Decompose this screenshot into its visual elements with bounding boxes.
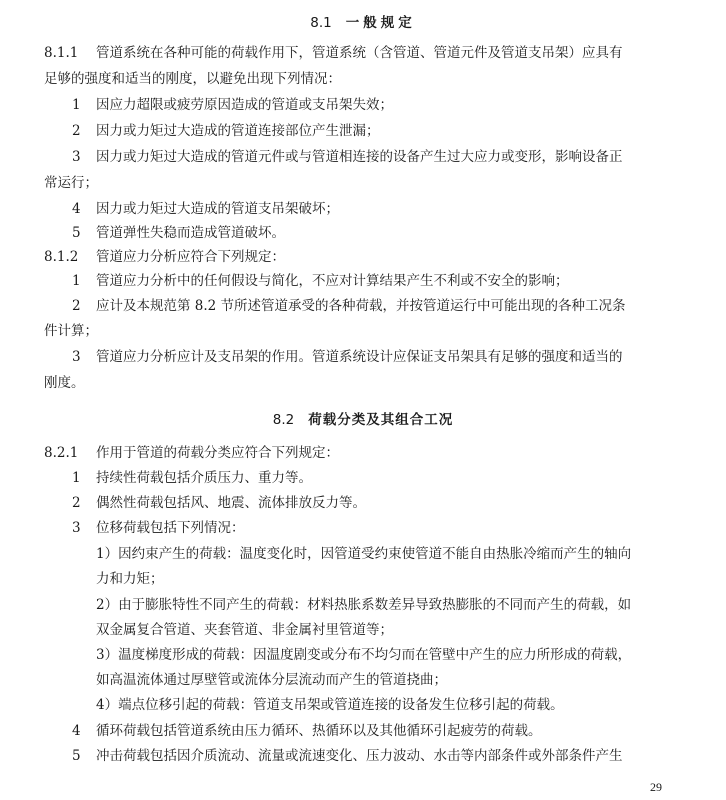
item-number: 3 bbox=[72, 349, 81, 365]
list-item bbox=[72, 96, 393, 114]
item-number: 4 bbox=[72, 723, 81, 739]
list-item bbox=[72, 224, 285, 242]
list-item bbox=[72, 200, 339, 218]
clause-8-1-2 bbox=[44, 248, 285, 266]
item-text-continued: 件计算； bbox=[44, 323, 98, 339]
item-text: 因力或力矩过大造成的管道支吊架破坏； bbox=[96, 201, 339, 217]
list-item bbox=[72, 722, 542, 740]
sub-item-continued: 双金属复合管道、夹套管道、非金属衬里管道等； bbox=[96, 622, 393, 638]
list-item bbox=[72, 747, 623, 765]
item-text: 持续性荷载包括介质压力、重力等。 bbox=[96, 470, 312, 486]
list-item bbox=[72, 348, 623, 366]
item-number: 1 bbox=[72, 97, 81, 113]
clause-text: 作用于管道的荷载分类应符合下列规定： bbox=[96, 445, 339, 461]
section-heading-8-2 bbox=[0, 408, 726, 428]
clause-number: 8.1.2 bbox=[44, 249, 79, 265]
item-number: 3 bbox=[72, 520, 81, 536]
clause-text: 管道应力分析应符合下列规定： bbox=[96, 249, 285, 265]
section-number: 8.2 bbox=[272, 412, 295, 428]
item-text: 因力或力矩过大造成的管道连接部位产生泄漏； bbox=[96, 123, 380, 139]
sub-item: 1）因约束产生的荷载：温度变化时，因管道受约束使管道不能自由热胀冷缩而产生的轴向 bbox=[96, 546, 632, 562]
sub-item-continued: 力和力矩； bbox=[96, 571, 164, 587]
list-item bbox=[72, 469, 312, 487]
item-text: 偶然性荷载包括风、地震、流体排放反力等。 bbox=[96, 495, 366, 511]
item-text: 应计及本规范第 8.2 节所述管道承受的各种荷载，并按管道运行中可能出现的各种工况条 bbox=[96, 298, 626, 314]
item-text: 冲击荷载包括因介质流动、流量或流速变化、压力波动、水击等内部条件或外部条件产生 bbox=[96, 748, 623, 764]
clause-number: 8.1.1 bbox=[44, 45, 79, 61]
item-text: 位移荷载包括下列情况： bbox=[96, 520, 245, 536]
clause-number: 8.2.1 bbox=[44, 445, 79, 461]
section-heading-8-1 bbox=[0, 11, 726, 31]
item-number: 2 bbox=[72, 123, 81, 139]
page-number: 29 bbox=[650, 780, 662, 794]
list-item bbox=[72, 494, 366, 512]
clause-text: 管道系统在各种可能的荷载作用下，管道系统（含管道、管道元件及管道支吊架）应具有 bbox=[96, 45, 623, 61]
item-text: 循环荷载包括管道系统由压力循环、热循环以及其他循环引起疲劳的荷载。 bbox=[96, 723, 542, 739]
item-text: 管道弹性失稳而造成管道破坏。 bbox=[96, 225, 285, 241]
clause-text-continued: 足够的强度和适当的刚度，以避免出现下列情况： bbox=[44, 71, 341, 87]
list-item bbox=[72, 122, 380, 140]
list-item bbox=[72, 297, 626, 315]
sub-item: 4）端点位移引起的荷载：管道支吊架或管道连接的设备发生位移引起的荷载。 bbox=[96, 697, 564, 713]
sub-item: 2）由于膨胀特性不同产生的荷载：材料热胀系数差异导致热膨胀的不同而产生的荷载，如 bbox=[96, 597, 632, 613]
item-number: 3 bbox=[72, 149, 81, 165]
clause-8-2-1 bbox=[44, 444, 339, 462]
item-number: 2 bbox=[72, 298, 81, 314]
section-title: 一般规定 bbox=[345, 15, 416, 31]
item-text-continued: 刚度。 bbox=[44, 375, 85, 391]
item-number: 5 bbox=[72, 225, 81, 241]
item-text-continued: 常运行； bbox=[44, 175, 98, 191]
list-item bbox=[72, 272, 569, 290]
item-text: 管道应力分析中的任何假设与简化，不应对计算结果产生不利或不安全的影响； bbox=[96, 273, 569, 289]
item-number: 5 bbox=[72, 748, 81, 764]
item-text: 因应力超限或疲劳原因造成的管道或支吊架失效； bbox=[96, 97, 393, 113]
item-text: 因力或力矩过大造成的管道元件或与管道相连接的设备产生过大应力或变形，影响设备正 bbox=[96, 149, 623, 165]
list-item bbox=[72, 148, 623, 166]
item-number: 4 bbox=[72, 201, 81, 217]
item-text: 管道应力分析应计及支吊架的作用。管道系统设计应保证支吊架具有足够的强度和适当的 bbox=[96, 349, 623, 365]
section-title: 荷载分类及其组合工况 bbox=[308, 412, 454, 428]
item-number: 1 bbox=[72, 470, 81, 486]
item-number: 2 bbox=[72, 495, 81, 511]
list-item bbox=[72, 519, 245, 537]
sub-item: 3）温度梯度形成的荷载：因温度剧变或分布不均匀而在管壁中产生的应力所形成的荷载， bbox=[96, 647, 632, 663]
clause-8-1-1 bbox=[44, 44, 623, 62]
sub-item-continued: 如高温流体通过厚壁管或流体分层流动而产生的管道挠曲； bbox=[96, 672, 447, 688]
section-number: 8.1 bbox=[310, 15, 332, 31]
item-number: 1 bbox=[72, 273, 81, 289]
